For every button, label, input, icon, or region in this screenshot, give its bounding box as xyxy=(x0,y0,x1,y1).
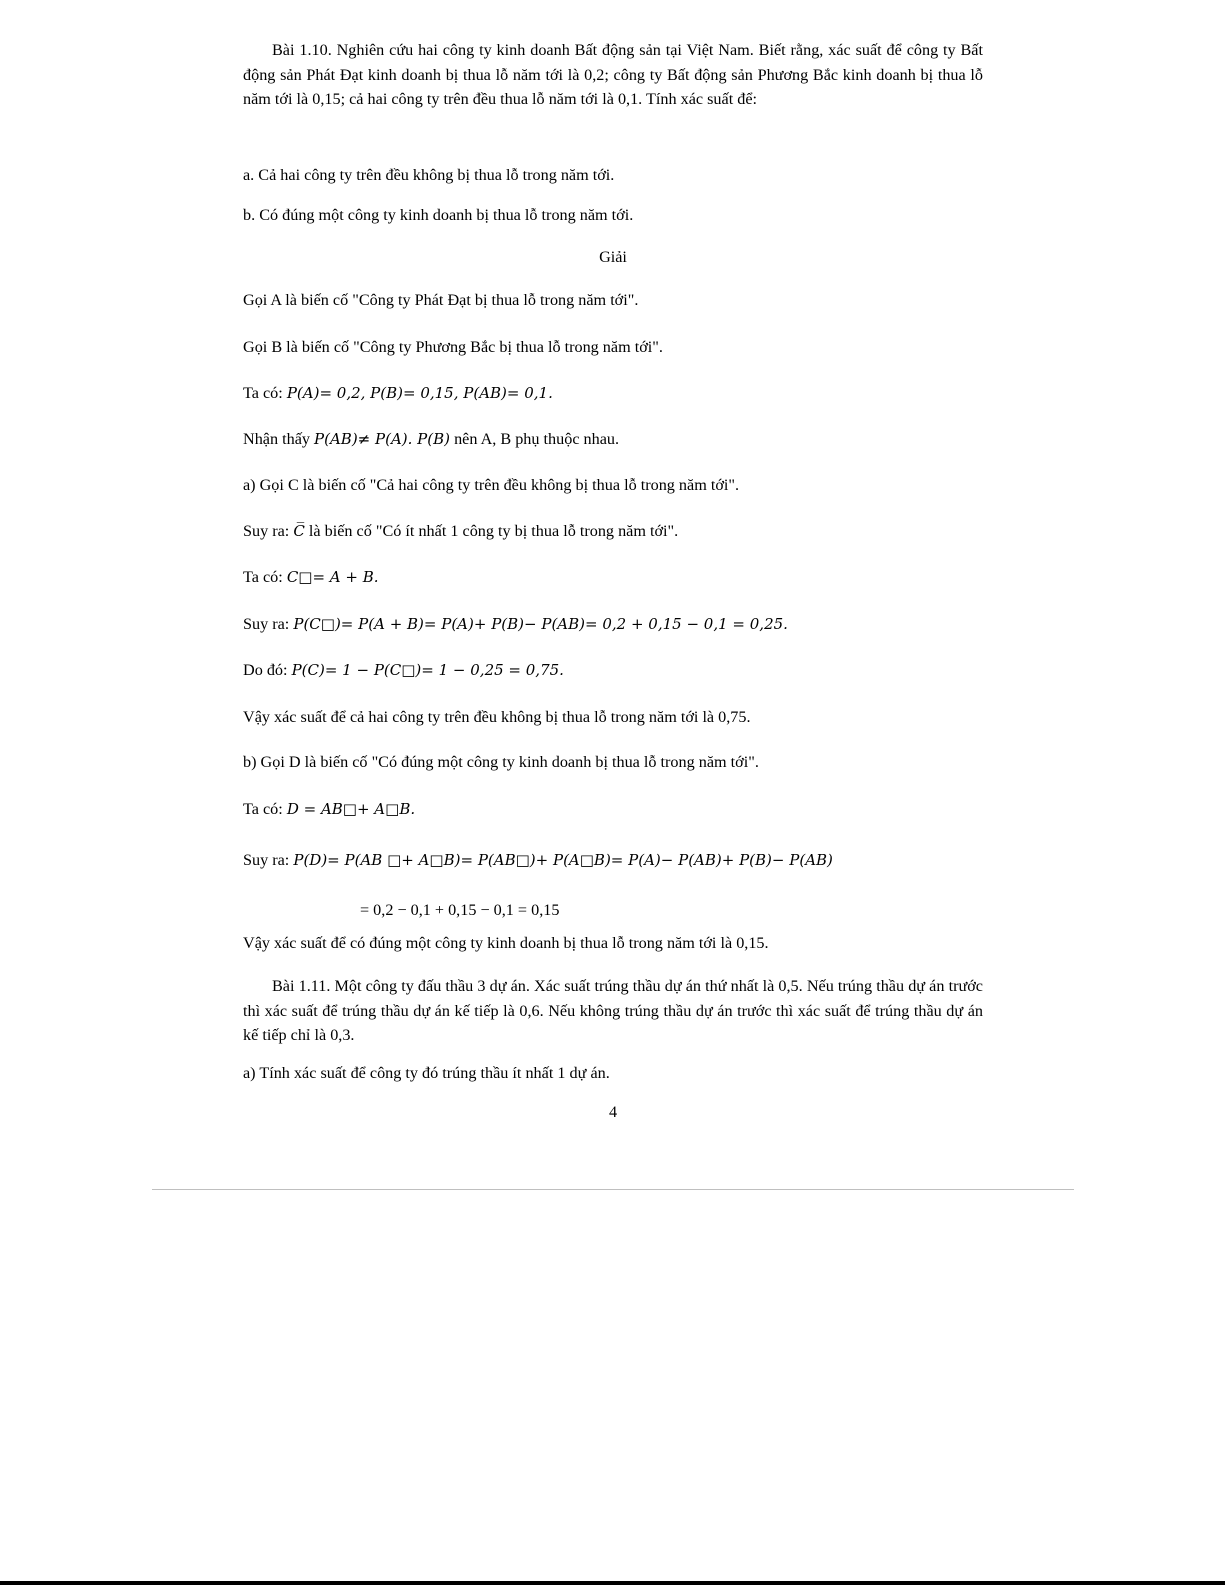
complement-probability xyxy=(243,614,788,634)
page-divider xyxy=(152,1189,1074,1190)
dependence-note xyxy=(243,429,619,449)
dependence-math: P(AB)≠ P(A). P(B) xyxy=(314,430,451,448)
d-probability-value: = 0,2 − 0,1 + 0,15 − 0,1 = 0,15 xyxy=(360,901,560,919)
complement-sum xyxy=(243,567,379,587)
given-math: P(A)= 0,2, P(B)= 0,15, P(AB)= 0,1. xyxy=(286,384,553,402)
d-probability xyxy=(243,850,833,870)
given-prefix: Ta có: xyxy=(243,384,287,402)
problem-1-11-statement: Bài 1.11. Một công ty đấu thầu 3 dự án. Xác suất trúng thầu dự án thứ nhất là 0,5. Nếu trúng thầu dự án trước thì xác suất để trúng thầu dự án kế tiếp là 0,6. Nếu không trúng thầu dự án trước thì xác suất để trúng thầu dự án kế tiếp chỉ là 0,3. xyxy=(243,977,983,1045)
d-expression-math: D = AB□+ A□B. xyxy=(286,800,416,818)
conclusion-a: Vậy xác suất để cả hai công ty trên đều không bị thua lỗ trong năm tới là 0,75. xyxy=(243,708,751,726)
complement-probability-math: P(C□)= P(A + B)= P(A)+ P(B)− P(AB)= 0,2 + 0,15 − 0,1 = 0,25. xyxy=(293,615,788,633)
definition-c: a) Gọi C là biến cố "Cả hai công ty trên đều không bị thua lỗ trong năm tới". xyxy=(243,476,740,494)
d-probability-prefix: Suy ra: xyxy=(243,851,294,869)
problem-1-11-part-a: a) Tính xác suất để công ty đó trúng thầu ít nhất 1 dự án. xyxy=(243,1064,610,1082)
problem-1-10-part-b: b. Có đúng một công ty kinh doanh bị thua lỗ trong năm tới. xyxy=(243,206,634,224)
complement-sum-math: C□= A + B. xyxy=(286,568,379,586)
solution-heading: Giải xyxy=(599,248,627,266)
complement-symbol: C̅ xyxy=(293,522,305,540)
probability-c-math: P(C)= 1 − P(C□)= 1 − 0,25 = 0,75. xyxy=(291,661,564,679)
probability-c xyxy=(243,660,564,680)
definition-a: Gọi A là biến cố "Công ty Phát Đạt bị thua lỗ trong năm tới". xyxy=(243,291,639,309)
probability-c-prefix: Do đó: xyxy=(243,661,292,679)
d-probability-math: P(D)= P(AB □+ A□B)= P(AB□)+ P(A□B)= P(A)− P(AB)+ P(B)− P(AB) xyxy=(293,851,833,869)
conclusion-b: Vậy xác suất để có đúng một công ty kinh doanh bị thua lỗ trong năm tới là 0,15. xyxy=(243,934,769,952)
definition-b: Gọi B là biến cố "Công ty Phương Bắc bị thua lỗ trong năm tới". xyxy=(243,338,663,356)
dependence-suffix: nên A, B phụ thuộc nhau. xyxy=(450,430,620,448)
bottom-border xyxy=(0,1581,1225,1585)
problem-1-10-part-a: a. Cả hai công ty trên đều không bị thua lỗ trong năm tới. xyxy=(243,166,615,184)
complement-probability-prefix: Suy ra: xyxy=(243,615,294,633)
problem-1-10-statement: Bài 1.10. Nghiên cứu hai công ty kinh doanh Bất động sản tại Việt Nam. Biết rằng, xác suất để công ty Bất động sản Phát Đạt kinh doanh bị thua lỗ năm tới là 0,2; công ty Bất động sản Phương Bắc kinh doanh bị thua lỗ năm tới là 0,15; cả hai công ty trên đều thua lỗ năm tới là 0,1. Tính xác suất để: xyxy=(243,41,983,109)
complement-definition xyxy=(243,521,678,541)
complement-suffix: là biến cố "Có ít nhất 1 công ty bị thua lỗ trong năm tới". xyxy=(304,522,679,540)
complement-prefix: Suy ra: xyxy=(243,522,294,540)
dependence-prefix: Nhận thấy xyxy=(243,430,315,448)
complement-sum-prefix: Ta có: xyxy=(243,568,287,586)
page-number: 4 xyxy=(608,1103,618,1121)
d-expression xyxy=(243,799,415,819)
given-probabilities xyxy=(243,383,553,403)
definition-d: b) Gọi D là biến cố "Có đúng một công ty kinh doanh bị thua lỗ trong năm tới". xyxy=(243,753,759,771)
d-expression-prefix: Ta có: xyxy=(243,800,287,818)
